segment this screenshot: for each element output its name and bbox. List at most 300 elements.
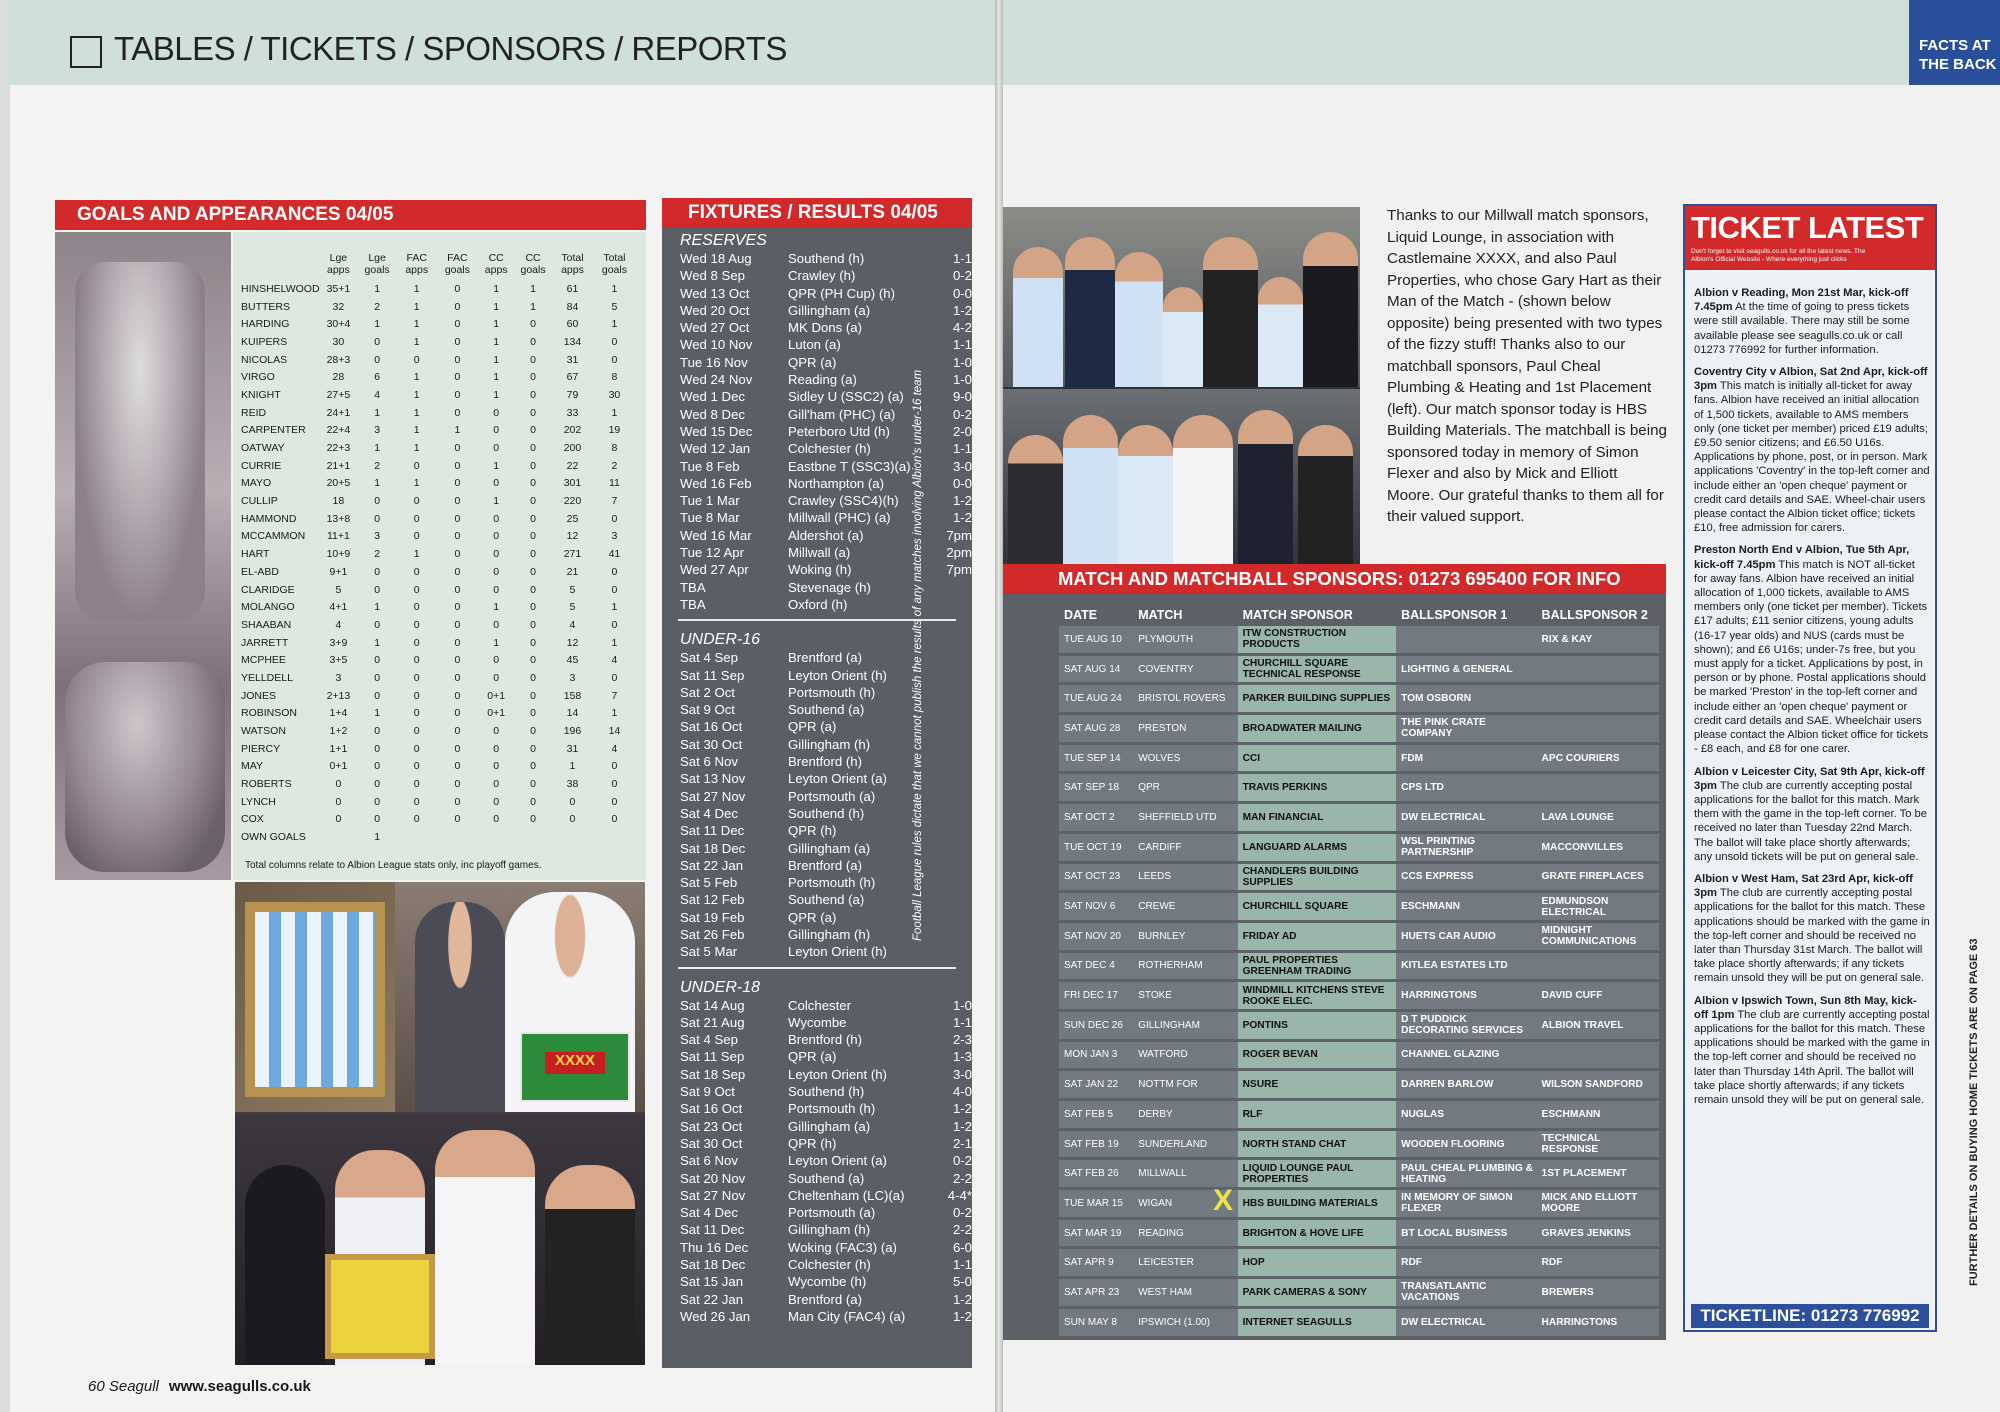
ballsponsor-1 (1396, 626, 1536, 653)
ballsponsor-1: IN MEMORY OF SIMON FLEXER (1396, 1190, 1536, 1217)
stat-cell: 11 (608, 477, 620, 490)
ticket-item-heading: Coventry City v Albion, Sat 2nd Apr, kick-off 3pm (1694, 366, 1928, 393)
fixture-opponent: QPR (h) (788, 1135, 837, 1151)
fixture-result: 0-2 (952, 1153, 972, 1169)
goals-row (241, 475, 636, 493)
match-date: TUE MAR 15 (1059, 1190, 1133, 1217)
stat-cell: 1 (374, 282, 381, 295)
sponsors-panel-title: MATCH AND MATCHBALL SPONSORS: 01273 695400 FOR INFO (1003, 564, 1666, 594)
stat-cell: 0 (611, 512, 618, 525)
sponsor-row (1059, 656, 1659, 683)
ballsponsor-2: ALBION TRAVEL (1537, 1012, 1659, 1039)
stat-cell: 30 (608, 388, 621, 401)
match-date: SAT OCT 2 (1059, 804, 1133, 831)
sponsors-column-header: MATCH SPONSOR (1242, 608, 1353, 622)
fixture-result: 6-0 (952, 1239, 972, 1255)
fixture-row (662, 1170, 972, 1187)
fixture-date: Wed 1 Dec (680, 389, 745, 405)
stat-cell: 0 (374, 335, 381, 348)
ballsponsor-2: BREWERS (1537, 1279, 1659, 1306)
stat-cell: 1 (493, 371, 500, 384)
beer-box-label: XXXX (545, 1052, 605, 1074)
fixture-result: 2-1 (952, 1135, 972, 1151)
fixture-opponent: QPR (a) (788, 1049, 837, 1065)
stat-cell: 20+5 (326, 477, 351, 490)
fixture-date: Wed 8 Sep (680, 268, 746, 284)
goals-column-header: Total apps (561, 252, 584, 276)
fixture-date: Sat 11 Dec (680, 823, 745, 839)
fixture-row (662, 1256, 972, 1273)
stat-cell: 301 (563, 477, 582, 490)
fixture-date: Wed 16 Feb (680, 475, 752, 491)
fixture-opponent: Portsmouth (h) (788, 684, 876, 700)
stat-cell: 0 (454, 335, 461, 348)
stat-cell: 0+1 (487, 707, 506, 720)
stat-cell: 0 (493, 565, 500, 578)
player-figure-bottom (65, 662, 225, 872)
goals-column-header: Lge apps (327, 252, 350, 276)
stat-cell: 28+3 (326, 353, 351, 366)
stat-cell: 0 (530, 583, 536, 596)
stat-cell: 0 (454, 671, 461, 684)
ballsponsor-1: CCS EXPRESS (1396, 864, 1536, 891)
sponsor-row (1059, 1101, 1659, 1128)
player-name: MOLANGO (241, 601, 295, 614)
goals-row (241, 828, 636, 846)
ballsponsor-2 (1537, 774, 1659, 801)
ballsponsor-2: GRAVES JENKINS (1537, 1220, 1659, 1247)
stat-cell: 0 (493, 795, 500, 808)
stat-cell: 22+3 (326, 442, 351, 455)
stat-cell: 0 (454, 583, 461, 596)
match-opponent: SHEFFIELD UTD (1133, 804, 1237, 831)
match-sponsors-panel (1003, 564, 1666, 1340)
stat-cell: 1 (413, 300, 420, 313)
match-date: SAT AUG 28 (1059, 715, 1133, 742)
ticket-item (1694, 765, 1930, 864)
stat-cell: 0 (493, 760, 500, 773)
match-date: SAT MAR 19 (1059, 1220, 1133, 1247)
ticket-item-heading: Preston North End v Albion, Tue 5th Apr, kick-off 7.45pm (1694, 544, 1910, 571)
match-sponsor: LANGUARD ALARMS (1238, 834, 1397, 861)
ballsponsor-2 (1537, 1042, 1659, 1069)
fixture-date: Sat 5 Feb (680, 875, 738, 891)
u16-note: Football League rules dictate that we cannot publish the results of any matches involving Albion's under-16 team (912, 370, 924, 942)
stat-cell: 0 (454, 565, 461, 578)
stat-cell (320, 828, 358, 846)
stat-cell: 0 (374, 760, 381, 773)
stat-cell: 0 (454, 654, 461, 667)
stat-cell: 0 (454, 282, 461, 295)
ballsponsor-1: HARRINGTONS (1396, 982, 1536, 1009)
fixture-result: 4-0 (952, 1084, 972, 1100)
fixture-result: 1-2 (952, 1308, 972, 1324)
player-name: ROBINSON (241, 707, 298, 720)
stat-cell: 79 (566, 388, 579, 401)
stat-cell: 1 (493, 459, 500, 472)
stat-cell: 0 (454, 353, 461, 366)
stat-cell: 0 (530, 795, 536, 808)
stat-cell: 0 (530, 442, 536, 455)
stat-cell: 134 (563, 335, 582, 348)
fixture-opponent: QPR (a) (788, 909, 837, 925)
ballsponsor-1: LIGHTING & GENERAL (1396, 656, 1536, 683)
stat-cell (436, 828, 478, 846)
stat-cell: 0 (530, 601, 536, 614)
stat-cell: 0 (413, 495, 420, 508)
goals-row (241, 722, 636, 740)
stat-cell: 1 (611, 707, 618, 720)
stat-cell: 1 (374, 477, 381, 490)
fixture-date: Sat 2 Oct (680, 684, 735, 700)
fixture-date: Sat 27 Nov (680, 788, 746, 804)
stat-cell: 21+1 (326, 459, 351, 472)
fixture-opponent: Leyton Orient (h) (788, 1066, 887, 1082)
goals-row (241, 669, 636, 687)
fixture-opponent: QPR (a) (788, 719, 837, 735)
player-name: MAYO (241, 477, 272, 490)
ticket-latest-subtitle: Don't forget to visit seagulls.co.uk for all the latest news. The Albion's Official Website - Where everything just clicks (1691, 248, 1866, 263)
fixture-date: Tue 8 Mar (680, 510, 740, 526)
fixture-result: 1-1 (952, 441, 972, 457)
stat-cell (552, 828, 593, 846)
stat-cell: 1 (493, 495, 500, 508)
fixture-opponent: QPR (PH Cup) (h) (788, 285, 895, 301)
ballsponsor-2: RDF (1537, 1249, 1659, 1276)
stat-cell: 0 (611, 583, 618, 596)
fixture-date: Tue 8 Feb (680, 458, 740, 474)
stat-cell: 12 (566, 530, 579, 543)
stat-cell: 1 (530, 300, 536, 313)
match-sponsor: CHURCHILL SQUARE (1238, 893, 1397, 920)
match-date: SUN MAY 8 (1059, 1309, 1133, 1336)
match-sponsor: RLF (1238, 1101, 1397, 1128)
fixture-result: 4-4* (947, 1187, 972, 1203)
ticket-item-body: This match is initially all-ticket for away fans. Albion have received an initial allocation of 1,500 tickets, available to AMS members only (one ticket per member) priced £19 adults; £9.50 senior citizens; and £6.50 U16s. Applications by phone, post, or in person. Mark applications 'Coventry' in the top-left corner and include either an 'open cheque' payment or credit card details and SAE. Wheel-chair users please contact the Albion ticket office; tickets £10, free admission for carers. (1694, 380, 1930, 535)
fixture-opponent: Eastbne T (SSC3)(a) (788, 458, 911, 474)
ballsponsor-2: MIDNIGHT COMMUNICATIONS (1537, 923, 1659, 950)
stat-cell: 3+5 (329, 654, 348, 667)
sponsor-row (1059, 685, 1659, 712)
fixture-result: 1-2 (952, 493, 972, 509)
sponsor-row (1059, 1220, 1659, 1247)
stat-cell: 0 (530, 760, 536, 773)
fixture-opponent: Gillingham (h) (788, 926, 871, 942)
match-opponent: IPSWICH (1.00) (1133, 1309, 1237, 1336)
stat-cell: 0 (530, 778, 536, 791)
fixture-row (662, 319, 972, 336)
fixture-opponent: Brentford (a) (788, 857, 863, 873)
fixture-date: Sat 9 Oct (680, 702, 735, 718)
fixture-opponent: QPR (h) (788, 823, 837, 839)
stat-cell: 27+5 (326, 388, 351, 401)
fixture-result: 1-1 (952, 251, 972, 266)
fixture-date: Wed 27 Apr (680, 562, 749, 578)
goals-row (241, 634, 636, 652)
stat-cell: 1 (413, 388, 420, 401)
stat-cell: 0 (454, 601, 461, 614)
ballsponsor-2: HARRINGTONS (1537, 1309, 1659, 1336)
fixture-date: Sat 13 Nov (680, 771, 746, 787)
goals-row (241, 545, 636, 563)
person-figure (545, 1165, 635, 1365)
fixture-opponent: Aldershot (a) (788, 527, 864, 543)
ballsponsor-2 (1537, 715, 1659, 742)
sponsor-row (1059, 804, 1659, 831)
fixture-opponent: Colchester (h) (788, 1257, 871, 1273)
stat-cell: 0 (413, 725, 420, 738)
fixture-row (662, 1239, 972, 1256)
stat-cell: 1 (493, 636, 500, 649)
player-name: CURRIE (241, 459, 282, 472)
match-date: FRI DEC 17 (1059, 982, 1133, 1009)
fixture-row (662, 354, 972, 371)
ballsponsor-1: BT LOCAL BUSINESS (1396, 1220, 1536, 1247)
match-date: SAT AUG 14 (1059, 656, 1133, 683)
fixture-result: 1-2 (952, 1118, 972, 1134)
ticket-latest-header (1685, 206, 1935, 270)
fixture-opponent: Luton (a) (788, 337, 841, 353)
fixture-opponent: Wycombe (h) (788, 1274, 867, 1290)
sponsor-photos (1003, 207, 1360, 565)
stat-cell: 60 (566, 318, 579, 331)
fixture-opponent: Leyton Orient (a) (788, 771, 887, 787)
stat-cell: 5 (569, 583, 576, 596)
sponsors-table (1059, 604, 1659, 1339)
fixture-date: Sat 11 Dec (680, 1222, 745, 1238)
ticketline-number[interactable]: TICKETLINE: 01273 776992 (1691, 1304, 1929, 1328)
fixture-opponent: Colchester (h) (788, 441, 871, 457)
page-footer (88, 1378, 311, 1395)
player-name: EL-ABD (241, 565, 279, 578)
stat-cell: 21 (566, 565, 579, 578)
ballsponsor-1: PAUL CHEAL PLUMBING & HEATING (1396, 1160, 1536, 1187)
fixture-opponent: Southend (a) (788, 892, 865, 908)
group-photo-top (1003, 207, 1360, 387)
sponsor-row (1059, 774, 1659, 801)
stat-cell: 0 (374, 495, 381, 508)
ballsponsor-1: DARREN BARLOW (1396, 1071, 1536, 1098)
reserves-title: RESERVES (680, 232, 767, 249)
ballsponsor-2 (1537, 685, 1659, 712)
fixture-result: 0-0 (952, 285, 972, 301)
stat-cell: 1 (493, 282, 500, 295)
sponsor-row (1059, 1160, 1659, 1187)
match-sponsor: HOP (1238, 1249, 1397, 1276)
stat-cell: 0 (374, 671, 381, 684)
fixture-date: Tue 12 Apr (680, 545, 745, 561)
stat-cell: 1 (374, 707, 381, 720)
stat-cell: 0 (413, 353, 420, 366)
fixture-opponent: Cheltenham (LC)(a) (788, 1187, 905, 1203)
stat-cell: 22+4 (326, 424, 351, 437)
stat-cell: 0 (413, 565, 420, 578)
stat-cell: 0 (413, 760, 420, 773)
goals-column-header: CC apps (484, 252, 508, 276)
match-sponsor: FRIDAY AD (1238, 923, 1397, 950)
player-name: COX (241, 813, 264, 826)
stat-cell: 0 (374, 353, 381, 366)
stat-cell: 14 (566, 707, 579, 720)
stat-cell: 61 (566, 282, 579, 295)
fixture-result: 1-2 (952, 1101, 972, 1117)
fixture-result: 1-2 (952, 302, 972, 318)
fixture-opponent: Southend (h) (788, 805, 865, 821)
sponsor-row (1059, 893, 1659, 920)
website-link[interactable]: www.seagulls.co.uk (168, 1378, 311, 1395)
stat-cell: 30+4 (326, 318, 351, 331)
stat-cell: 0 (454, 512, 461, 525)
fixture-row (662, 1048, 972, 1065)
player-name: MCCAMMON (241, 530, 306, 543)
ballsponsor-1: ESCHMANN (1396, 893, 1536, 920)
stat-cell: 0 (530, 742, 536, 755)
goals-panel-title: GOALS AND APPEARANCES 04/05 (55, 200, 646, 230)
sponsor-row (1059, 1071, 1659, 1098)
stat-cell: 1 (413, 318, 420, 331)
stat-cell (397, 828, 436, 846)
stat-cell: 1 (374, 318, 381, 331)
stat-cell: 1 (493, 388, 500, 401)
stat-cell: 2 (374, 548, 381, 561)
ballsponsor-2: ESCHMANN (1537, 1101, 1659, 1128)
stat-cell: 1 (413, 548, 420, 561)
stat-cell: 0 (493, 406, 500, 419)
match-date: TUE AUG 24 (1059, 685, 1133, 712)
match-date: TUE SEP 14 (1059, 745, 1133, 772)
goals-column-header (241, 252, 320, 280)
ballsponsor-1: HUETS CAR AUDIO (1396, 923, 1536, 950)
ticket-item-body: The club are currently accepting postal applications for the ballot for this match. These applications should be marked with the game in the top-left corner and should be received no later than Thursday 31st March. The ballot will take place shortly afterwards; if any tickets remain unsold they will be put on general sale. (1694, 887, 1930, 985)
goals-row (241, 280, 636, 298)
stat-cell: 0 (413, 601, 420, 614)
match-opponent: MILLWALL (1133, 1160, 1237, 1187)
goals-row (241, 687, 636, 705)
stat-cell: 3 (335, 671, 342, 684)
stat-cell: 220 (563, 495, 582, 508)
fixture-opponent: Southend (a) (788, 1170, 865, 1186)
fixture-opponent: Oxford (h) (788, 596, 848, 612)
fixture-date: Sat 4 Sep (680, 650, 738, 666)
sponsor-row (1059, 1012, 1659, 1039)
goals-row (241, 333, 636, 351)
ballsponsor-2 (1537, 656, 1659, 683)
stat-cell: 1 (374, 406, 381, 419)
stat-cell: 202 (563, 424, 582, 437)
left-page (10, 0, 995, 1412)
stat-cell: 0 (454, 813, 461, 826)
fixture-row (662, 1031, 972, 1048)
stat-cell: 3 (374, 424, 381, 437)
ballsponsor-2 (1537, 953, 1659, 980)
stat-cell: 0 (454, 725, 461, 738)
ticket-item-body: This match is NOT all-ticket for away fans. Albion have received an initial allocation of 1,000 tickets, available to AMS members only (one ticket per member). Tickets £17 adults; £11 senior citizens, young adults (16-17 year olds) and NUS (cards must be shown); and £6 U16s; under-7s free, but you must apply for a ticket. Applications by post, in person or by phone. Postal applications should be marked 'Preston' in the top-left corner and include either an 'open cheque' payment or credit card details and SAE. Wheelchair users please contact the Albion ticket office for tickets - £8 each, and £8 for one carer. (1694, 558, 1929, 756)
spine-gutter (995, 0, 1003, 1412)
ballsponsor-1: THE PINK CRATE COMPANY (1396, 715, 1536, 742)
fixture-row (662, 1014, 972, 1031)
stat-cell: 7 (611, 689, 618, 702)
stat-cell: 0+1 (329, 760, 348, 773)
stat-cell: 0 (530, 495, 536, 508)
stat-cell (593, 828, 636, 846)
player-name: JARRETT (241, 636, 289, 649)
stat-cell: 1 (454, 424, 461, 437)
fixture-date: Tue 1 Mar (680, 493, 740, 509)
u18-section (662, 969, 972, 1326)
stat-cell: 25 (566, 512, 579, 525)
fixture-result: 1-2 (952, 510, 972, 526)
match-date: SAT FEB 5 (1059, 1101, 1133, 1128)
stat-cell: 0 (413, 636, 420, 649)
stat-cell: 1 (374, 442, 381, 455)
player-name: KNIGHT (241, 388, 281, 401)
stat-cell: 0 (493, 742, 500, 755)
ballsponsor-2: DAVID CUFF (1537, 982, 1659, 1009)
person-figure (435, 1130, 535, 1365)
stat-cell: 1 (493, 300, 500, 313)
fixture-date: Sat 20 Nov (680, 1170, 746, 1186)
fixture-date: Sat 4 Dec (680, 805, 738, 821)
sponsor-thanks-text: Thanks to our Millwall match sponsors, Liquid Lounge, in association with Castlemaine XXXX, and also Paul Properties, who chose Gary Hart as their Man of the Match - (shown below opposite) being presented with two types of the fizzy stuff! Thanks also to our matchball sponsors, Paul Cheal Plumbing & Heating and 1st Placement (left). Our match sponsor today is HBS Building Materials. The matchball is being sponsored today in memory of Simon Flexer and also by Mick and Elliott Moore. Our grateful thanks to them all for their valued support. (1387, 207, 1667, 525)
stat-cell: 0 (454, 742, 461, 755)
ticket-item-body: The club are currently accepting postal applications for the ballot for this match. Mark them with the game in the top-left corner. To be received no later than Tuesday 22nd March. The ballot will take place shortly afterwards; any unsold tickets will be put on general sale. (1694, 779, 1927, 863)
stat-cell: 0 (530, 565, 536, 578)
fixture-opponent: Portsmouth (a) (788, 1205, 876, 1221)
fixture-result: 0-2 (952, 406, 972, 422)
stat-cell: 0 (374, 618, 381, 631)
stat-cell: 196 (563, 725, 582, 738)
stat-cell: 0 (493, 530, 500, 543)
match-date: TUE OCT 19 (1059, 834, 1133, 861)
facts-at-the-back-tab[interactable]: FACTS AT THE BACK (1909, 0, 2000, 85)
fixture-date: Sat 9 Oct (680, 1084, 735, 1100)
stat-cell: 0 (530, 530, 536, 543)
fixture-opponent: Gillingham (h) (788, 1222, 871, 1238)
fixture-result: 1-0 (952, 354, 972, 370)
fixture-date: Sat 4 Sep (680, 1032, 738, 1048)
stat-cell: 0 (530, 388, 536, 401)
right-page (1003, 0, 2000, 1412)
fixture-row (662, 336, 972, 353)
stat-cell: 4 (611, 742, 618, 755)
fixtures-results-panel (662, 198, 972, 1368)
stat-cell: 1 (493, 318, 500, 331)
match-sponsor: PONTINS (1238, 1012, 1397, 1039)
fixture-opponent: Woking (FAC3) (a) (788, 1239, 897, 1255)
fixture-result: 7pm (946, 562, 972, 578)
fixture-date: Sat 19 Feb (680, 909, 745, 925)
fixture-opponent: Gillingham (a) (788, 1118, 871, 1134)
stat-cell: 0 (454, 477, 461, 490)
match-date: SAT NOV 20 (1059, 923, 1133, 950)
match-opponent: PRESTON (1133, 715, 1237, 742)
stat-cell: 0 (374, 583, 381, 596)
fixture-date: Sat 6 Nov (680, 754, 738, 770)
match-sponsor: CHURCHILL SQUARE TECHNICAL RESPONSE (1238, 656, 1397, 683)
player-name: HAMMOND (241, 512, 297, 525)
fixture-date: Wed 13 Oct (680, 285, 750, 301)
stat-cell: 0 (374, 813, 381, 826)
fixture-date: Sat 14 Aug (680, 997, 745, 1013)
match-sponsor: ROGER BEVAN (1238, 1042, 1397, 1069)
stat-cell: 0 (454, 530, 461, 543)
stat-cell: 200 (563, 442, 582, 455)
goals-row (241, 528, 636, 546)
match-opponent: PLYMOUTH (1133, 626, 1237, 653)
match-date: SAT JAN 22 (1059, 1071, 1133, 1098)
fixture-row (662, 1291, 972, 1308)
player-name: OATWAY (241, 442, 285, 455)
